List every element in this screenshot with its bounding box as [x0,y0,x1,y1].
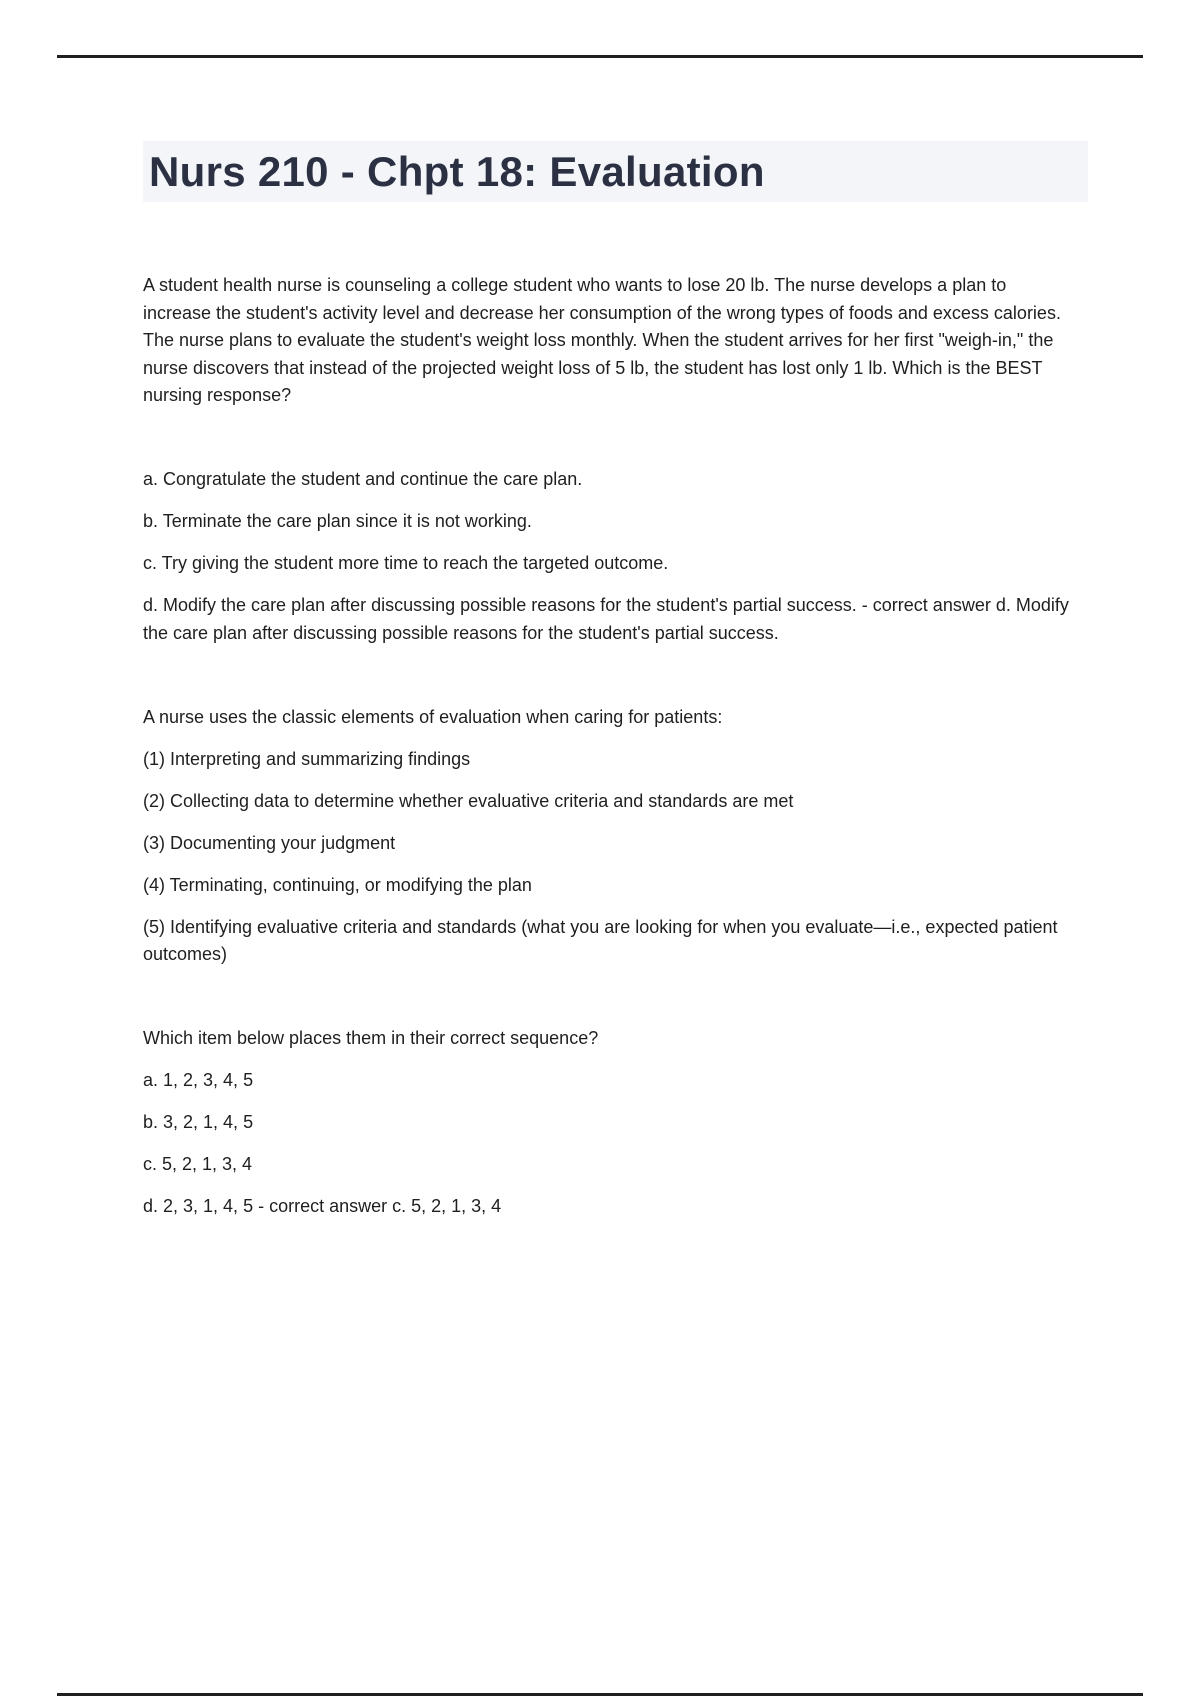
question2-list-item-4: (4) Terminating, continuing, or modifying the plan [143,874,532,895]
question1-option-c: c. Try giving the student more time to reach the targeted outcome. [143,553,669,573]
question1-option-a: a. Congratulate the student and continue the care plan. [143,469,583,489]
spacer [143,424,1075,466]
question2-question: Which item below places them in their correct sequence? [143,1028,599,1048]
document-content [143,272,1075,1235]
question2-prompt: A nurse uses the classic elements of evaluation when caring for patients: [143,706,723,727]
spacer [143,662,1075,704]
question2-option-d: d. 2, 3, 1, 4, 5 - correct answer c. 5, 2, 1, 3, 4 [143,1196,502,1216]
question1-option-b: b. Terminate the care plan since it is not working. [143,511,532,531]
question2-list-item-3: (3) Documenting your judgment [143,832,396,853]
question2-list-item-2: (2) Collecting data to determine whether evaluative criteria and standards are met [143,790,794,811]
spacer [143,983,1075,1025]
page-title: Nurs 210 - Chpt 18: Evaluation [143,141,1088,202]
question2-list-item-1: (1) Interpreting and summarizing findings [143,748,471,769]
top-rule [57,55,1143,58]
question1-option-d: d. Modify the care plan after discussing possible reasons for the student's partial success. - correct answer d. Modify the care plan after discussing possible reasons for the student's partial success. [143,595,1069,643]
question2-list-item-5: (5) Identifying evaluative criteria and standards (what you are looking for when you evaluate—i.e., expected patient outcomes) [143,916,1058,964]
question2-option-b: b. 3, 2, 1, 4, 5 [143,1112,254,1132]
question2-option-c: c. 5, 2, 1, 3, 4 [143,1154,253,1174]
bottom-rule [57,1693,1143,1696]
question1-prompt: A student health nurse is counseling a college student who wants to lose 20 lb. The nurse develops a plan to increase the student's activity level and decrease her consumption of the wrong types of foods and excess calories. The nurse plans to evaluate the student's weight loss monthly. When the student arrives for her first "weigh-in," the nurse discovers that instead of the projected weight loss of 5 lb, the student has lost only 1 lb. Which is the BEST nursing response? [143,275,1061,405]
question2-option-a: a. 1, 2, 3, 4, 5 [143,1070,254,1090]
